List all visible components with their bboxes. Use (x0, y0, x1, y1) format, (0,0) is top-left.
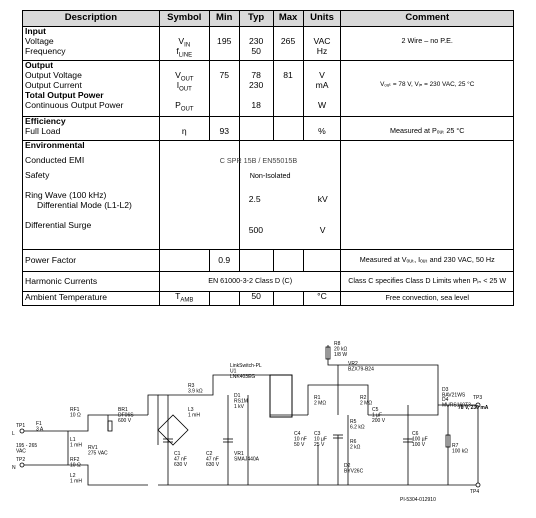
label-l2: L2 1 mH (70, 473, 82, 485)
label-tp2: TP2 (16, 457, 26, 463)
label-r5: R5 6.2 kΩ (350, 419, 365, 431)
vin-min: 195 (217, 36, 232, 46)
label-d3: D3 BAV21WS (442, 387, 466, 399)
label-c1: C1 47 nF 630 V (174, 451, 188, 468)
capacitor-symbols (163, 435, 413, 442)
iout-comment: Vₒᵤₜ = 78 V, Vᵢₙ = 230 VAC, 25 °C (380, 81, 475, 88)
input-frequency-label: Frequency (25, 46, 66, 56)
sym-eta: η (181, 126, 187, 136)
sym-tamb: $T_{AMB}$ (159, 292, 209, 306)
harmonic-comment: Class C specifies Class D Limits when Pᵢₙ < 25 W (341, 272, 514, 292)
pf-label: Power Factor (23, 250, 160, 272)
col-symbol: Symbol (159, 11, 209, 27)
label-u1: LinkSwitch-PL U1 LNK403EG (230, 363, 262, 380)
vout-unit: V (319, 70, 325, 80)
label-tp3: TP3 (473, 395, 483, 401)
vout-max: 81 (283, 70, 293, 80)
eff-min: 93 (219, 126, 229, 136)
ambient-label: Ambient Temperature (23, 292, 160, 306)
col-description: Description (23, 11, 160, 27)
label-f1: F1 3 A (36, 421, 44, 433)
ring-typ: 2.5 (248, 194, 261, 204)
label-rf1: RF1 10 Ω (70, 407, 81, 419)
col-comment: Comment (341, 11, 514, 27)
col-units: Units (303, 11, 341, 27)
label-r1: R1 2 MΩ (314, 395, 327, 407)
tp1-marker (20, 429, 24, 433)
row-efficiency (23, 117, 514, 141)
emi-label: Conducted EMI (25, 155, 85, 165)
vout-typ: 78 (251, 70, 261, 80)
total-power-title: Total Output Power (25, 90, 104, 100)
tp4-marker (476, 483, 480, 487)
sym-fline: $f_{LINE}$ (176, 46, 193, 59)
label-d4: D4 MURS160T3 (442, 397, 471, 409)
resistor-symbols (108, 347, 450, 447)
surge-label: Differential Surge (25, 220, 92, 230)
label-vr2: VR2 BZX79-B24 (348, 361, 374, 373)
label-br1: BR1 DF06S 600 V (118, 407, 134, 424)
vin-typ: 230 (248, 36, 264, 46)
ring-label: Ring Wave (100 kHz) (25, 190, 107, 200)
row-ambient (23, 292, 514, 306)
label-d1: D1 RS1M 1 kV (234, 393, 248, 410)
pf-comment: Measured at Vₒᵤₜ, Iₒᵤₜ and 230 VAC, 50 Hz (341, 250, 514, 272)
label-vr1: VR1 SMAJ440A (234, 451, 260, 463)
environmental-title: Environmental (25, 140, 85, 150)
col-typ: Typ (239, 11, 273, 27)
label-tp1: TP1 (16, 423, 26, 429)
surge-unit: V (319, 225, 326, 235)
col-min: Min (209, 11, 239, 27)
label-l3: L3 1 mH (188, 407, 200, 419)
harmonic-label: Harmonic Currents (23, 272, 160, 292)
label-r3: R3 3.9 kΩ (188, 383, 203, 395)
tp2-marker (20, 463, 24, 467)
surge-typ: 500 (248, 225, 264, 235)
row-harmonic (23, 272, 514, 292)
vin-unit: VAC (313, 36, 331, 46)
input-title: Input (25, 26, 46, 36)
vout-min: 75 (219, 70, 229, 80)
sym-pout: $P_{OUT}$ (175, 100, 194, 113)
safety-value: Non-Isolated (249, 171, 291, 180)
pout-unit: W (317, 100, 327, 110)
label-c4: C4 10 nF 50 V (294, 431, 307, 448)
ic-u1-symbol (270, 375, 292, 417)
ambient-comment: Free convection, sea level (341, 292, 514, 306)
ambient-unit: °C (303, 292, 341, 306)
label-rf2: RF2 10 Ω (70, 457, 81, 469)
fline-unit: Hz (316, 46, 328, 56)
full-load-label: Full Load (25, 126, 61, 136)
iout-unit: mA (315, 80, 329, 90)
label-c3: C3 10 µF 25 V (314, 431, 327, 448)
row-output (23, 61, 514, 117)
ring-unit: kV (317, 194, 328, 204)
pout-label: Continuous Output Power (25, 100, 124, 110)
label-c6: C6 100 µF 100 V (412, 431, 428, 448)
vout-label: Output Voltage (25, 70, 82, 80)
row-environmental (23, 141, 514, 250)
label-rv1: RV1 275 VAC (88, 445, 108, 457)
circuit-schematic (8, 335, 528, 513)
input-voltage-label: Voltage (25, 36, 54, 46)
header-row (23, 11, 514, 27)
sym-vin: $V_{IN}$ (178, 36, 191, 49)
label-r8: R8 20 kΩ 1/8 W (334, 341, 348, 358)
harmonic-value: EN 61000-3-2 Class D (C) (159, 272, 341, 292)
vin-max: 265 (280, 36, 296, 46)
eff-comment: Measured at Pₒᵤₜ 25 °C (390, 126, 465, 135)
bridge-rectifier-symbol (158, 415, 188, 445)
row-power-factor (23, 250, 514, 272)
ambient-typ: 50 (239, 292, 273, 306)
col-max: Max (273, 11, 303, 27)
fline-typ: 50 (251, 46, 261, 56)
label-r7: R7 100 kΩ (452, 443, 468, 455)
label-neutral: N (12, 465, 16, 471)
sym-vout: $V_{OUT}$ (175, 70, 194, 83)
label-r6: R6 2 kΩ (350, 439, 361, 451)
label-line: L (12, 431, 15, 437)
label-c2: C2 47 nF 630 V (206, 451, 220, 468)
pf-min: 0.9 (209, 250, 239, 272)
vin-comment: 2 Wire – no P.E. (401, 36, 453, 45)
label-r2: R2 2 MΩ (360, 395, 373, 407)
iout-typ: 230 (248, 80, 264, 90)
ring-sublabel: Differential Mode (L1-L2) (37, 200, 132, 210)
sym-iout: $I_{OUT}$ (176, 80, 192, 93)
row-input (23, 27, 514, 61)
output-title: Output (25, 60, 54, 70)
spec-table (22, 10, 514, 306)
safety-label: Safety (25, 170, 50, 180)
label-ref: PI-5304-012910 (400, 497, 436, 503)
emi-value: C SPR 15B / EN55015B (219, 156, 298, 165)
label-l1: L1 1 mH (70, 437, 82, 449)
label-d2: D2 BYV26C (344, 463, 364, 475)
label-c5: C5 1 µF 200 V (372, 407, 386, 424)
label-vac: 195 - 265 VAC (16, 443, 38, 455)
label-tp4: TP4 (470, 489, 480, 495)
eff-unit: % (318, 126, 326, 136)
pout-typ: 18 (251, 100, 261, 110)
label-output: 78 V, 230 mA (458, 405, 489, 411)
efficiency-title: Efficiency (25, 116, 66, 126)
iout-label: Output Current (25, 80, 82, 90)
